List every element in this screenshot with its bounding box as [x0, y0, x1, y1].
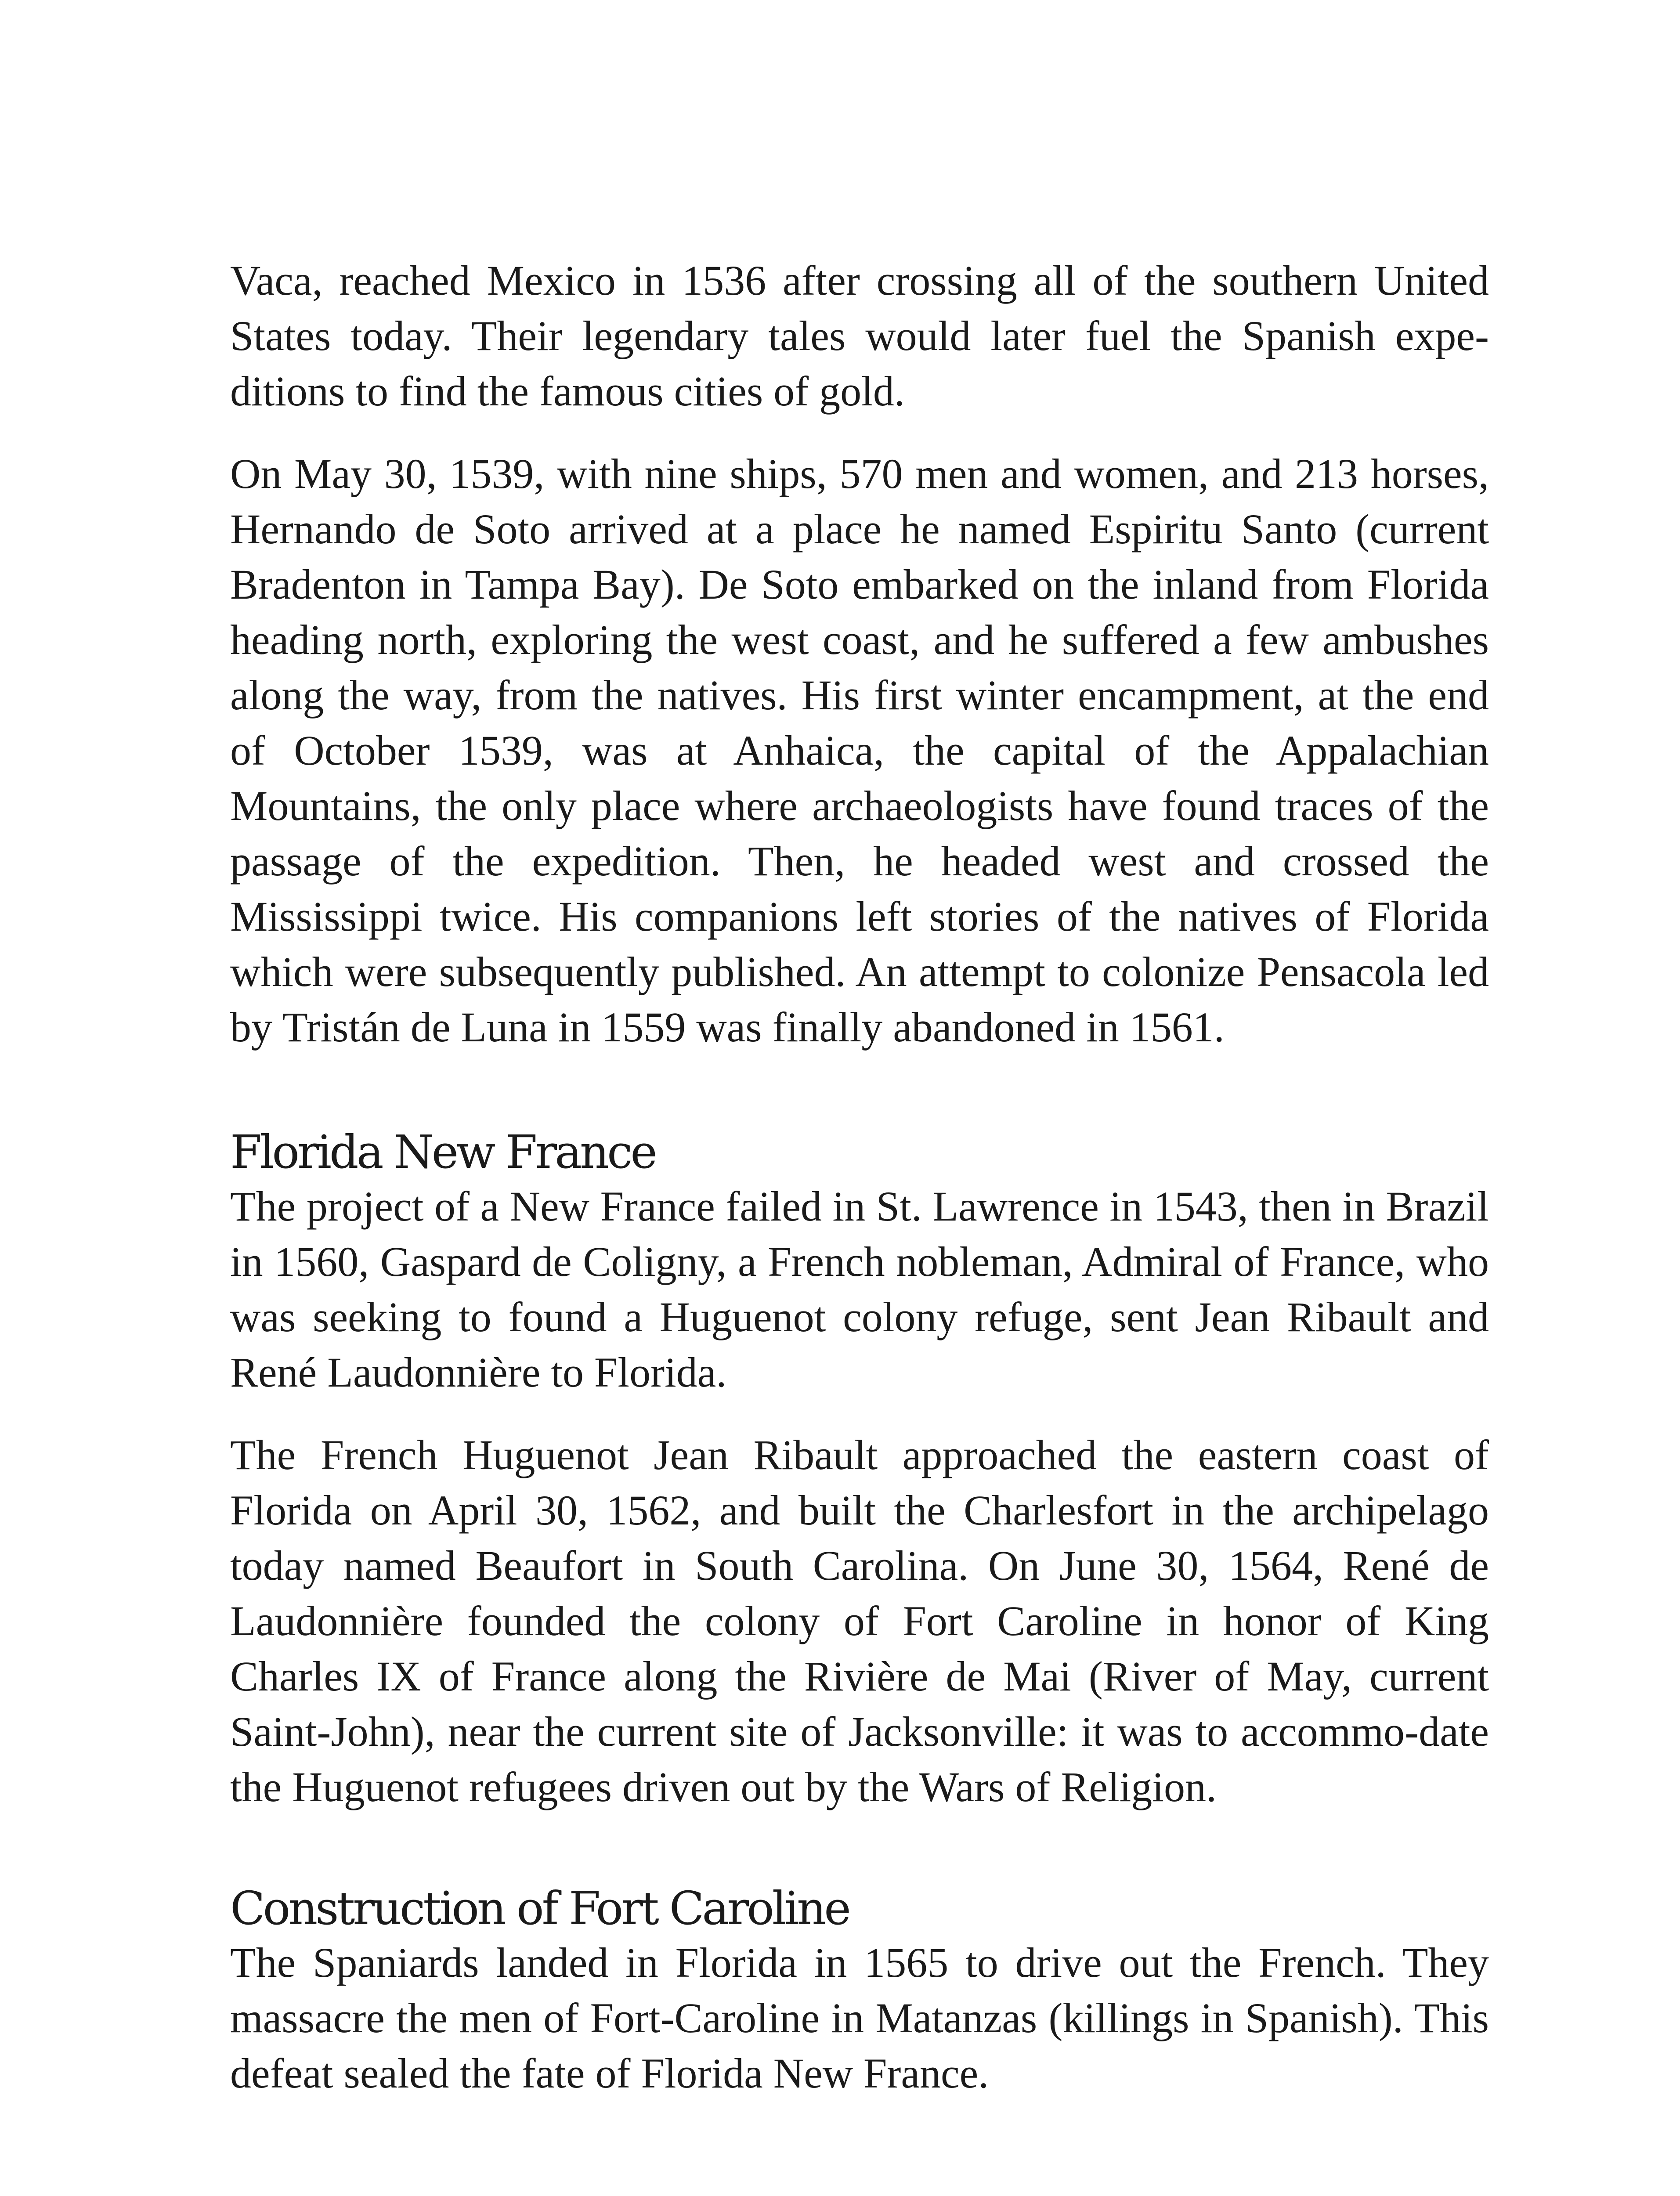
- paragraph-cabeza-de-vaca: Vaca, reached Mexico in 1536 after crossing all of the southern United States today. Their legendary tales would later fuel the Spanish expe-ditions to find the famous cities of gold.: [230, 257, 1489, 415]
- heading-construction-fort-caroline: Construction of Fort Caroline: [230, 1882, 849, 1935]
- paragraph-de-soto-expedition: On May 30, 1539, with nine ships, 570 men and women, and 213 horses, Hernando de Soto arrived at a place he named Espiritu Santo (current Bradenton in Tampa Bay). De Soto embarked on the inland from Florida heading north, exploring the west coast, and he suffered a few ambushes along the way, from the natives. His first winter encampment, at the end of October 1539, was at Anhaica, the capital of the Appalachian Mountains, the only place where archaeologists have found traces of the passage of the expedition. Then, he headed west and crossed the Mississippi twice. His companions left stories of the natives of Florida which were subsequently published. An attempt to colonize Pensacola led by Tristán de Luna in 1559 was finally abandoned in 1561.: [230, 450, 1489, 1051]
- paragraph-spanish-landing: The Spaniards landed in Florida in 1565 to drive out the French. They massacre the men of Fort-Caroline in Matanzas (killings in Spanish). This defeat sealed the fate of Florida New France.: [230, 1939, 1489, 2097]
- heading-florida-new-france: Florida New France: [230, 1125, 655, 1179]
- document-page: [230, 253, 1489, 2101]
- paragraph-ribault-laudonniere: The French Huguenot Jean Ribault approached the eastern coast of Florida on April 30, 1562, and built the Charlesfort in the archipelago today named Beaufort in South Carolina. On June 30, 1564, René de Laudonnière founded the colony of Fort Caroline in honor of King Charles IX of France along the Rivière de Mai (River of May, current Saint-John), near the current site of Jacksonville: it was to accommo-date the Huguenot refugees driven out by the Wars of Religion.: [230, 1431, 1489, 1810]
- paragraph-new-france-project: The project of a New France failed in St. Lawrence in 1543, then in Brazil in 1560, Gaspard de Coligny, a French nobleman, Admiral of France, who was seeking to found a Huguenot colony refuge, sent Jean Ribault and René Laudonnière to Florida.: [230, 1183, 1489, 1396]
